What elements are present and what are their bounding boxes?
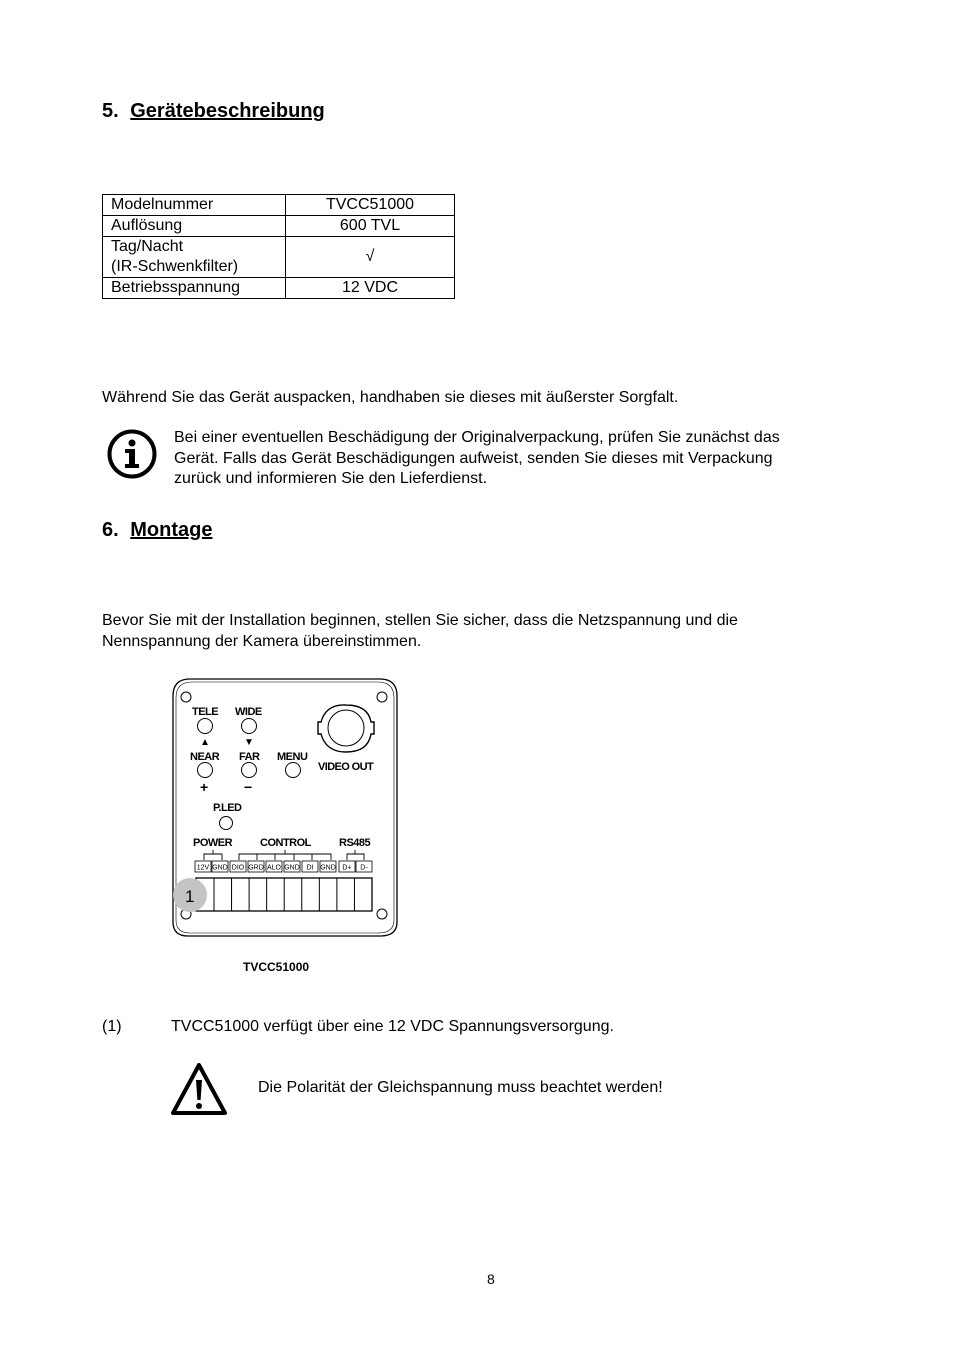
info-note-text (174, 428, 780, 490)
spec-key-line: Tag/Nacht (111, 238, 184, 255)
info-note-line: Bei einer eventuellen Beschädigung der Originalverpackung, prüfen Sie zunächst das (174, 429, 780, 446)
terminal-label: DIO (231, 864, 245, 872)
label-tele: TELE (192, 706, 219, 718)
screw-hole (377, 692, 387, 702)
warning-icon (170, 1062, 228, 1116)
table-row (103, 216, 455, 237)
spec-key: Auflösung (103, 216, 286, 237)
video-out-connector (318, 705, 374, 752)
spec-key (103, 237, 286, 278)
terminal-label: D- (360, 864, 368, 872)
terminal-labels (195, 861, 372, 872)
install-text-line: Nennspannung der Kamera übereinstimmen. (102, 632, 422, 650)
label-pled: P.LED (213, 802, 242, 814)
terminal-label: GND (284, 864, 300, 872)
callout-number: 1 (185, 887, 195, 906)
section-6-heading (102, 519, 212, 542)
info-note-line: zurück und informieren Sie den Lieferdienst. (174, 470, 488, 487)
diagram-caption: TVCC51000 (243, 960, 310, 974)
menu-button (286, 763, 301, 778)
wide-arrow: ▼ (244, 737, 254, 748)
label-wide: WIDE (235, 706, 262, 718)
wide-button (242, 719, 257, 734)
screw-hole (181, 692, 191, 702)
far-button (242, 763, 257, 778)
install-text (102, 611, 738, 652)
section-6-title: Montage (130, 519, 213, 541)
terminal-label: DI (306, 864, 314, 872)
spec-value: 12 VDC (286, 278, 455, 299)
warning-text: Die Polarität der Gleichspannung muss beachtet werden! (258, 1079, 663, 1096)
label-video-out: VIDEO OUT (318, 761, 374, 773)
label-power: POWER (193, 837, 233, 849)
near-plus: + (200, 779, 209, 795)
terminal-label: 12V (196, 864, 210, 872)
label-menu: MENU (277, 751, 308, 763)
tele-button (198, 719, 213, 734)
spec-value-check: √ (286, 237, 455, 278)
near-button (198, 763, 213, 778)
section-6-number: 6. (102, 519, 119, 541)
terminal-label: D+ (342, 864, 352, 872)
power-led (220, 817, 233, 830)
table-row (103, 278, 455, 299)
label-rs485: RS485 (339, 837, 371, 849)
spec-key: Modelnummer (103, 195, 286, 216)
spec-key: Betriebsspannung (103, 278, 286, 299)
label-far: FAR (239, 751, 260, 763)
section-5-heading (102, 100, 325, 123)
item-1-marker: (1) (102, 1018, 122, 1035)
table-row (103, 195, 455, 216)
terminal-label: GRD (248, 864, 264, 872)
label-near: NEAR (190, 751, 220, 763)
table-row (103, 237, 455, 278)
far-minus: − (244, 779, 253, 795)
camera-rear-panel-diagram (168, 676, 402, 940)
info-note-line: Gerät. Falls das Gerät Beschädigungen aufweist, senden Sie dieses mit Verpackung (174, 449, 773, 467)
terminal-label: GND (320, 864, 336, 872)
screw-hole (377, 909, 387, 919)
terminal-label: GND (212, 864, 228, 872)
spec-value: TVCC51000 (286, 195, 455, 216)
label-control: CONTROL (260, 837, 311, 849)
terminal-brackets (204, 850, 364, 860)
terminal-label: ALO (266, 864, 282, 872)
install-text-line: Bevor Sie mit der Installation beginnen, stellen Sie sicher, dass die Netzspannung und die (102, 612, 738, 629)
section-5-title: Gerätebeschreibung (130, 100, 325, 122)
spec-key-line: (IR-Schwenkfilter) (111, 258, 239, 275)
spec-table (102, 194, 455, 299)
section-5-number: 5. (102, 100, 119, 122)
page-number: 8 (487, 1271, 495, 1287)
tele-arrow: ▲ (200, 737, 210, 748)
item-1-text: TVCC51000 verfügt über eine 12 VDC Spannungsversorgung. (171, 1018, 614, 1035)
info-icon (106, 428, 158, 480)
spec-value: 600 TVL (286, 216, 455, 237)
unpack-text: Während Sie das Gerät auspacken, handhaben sie dieses mit äußerster Sorgfalt. (102, 389, 679, 406)
